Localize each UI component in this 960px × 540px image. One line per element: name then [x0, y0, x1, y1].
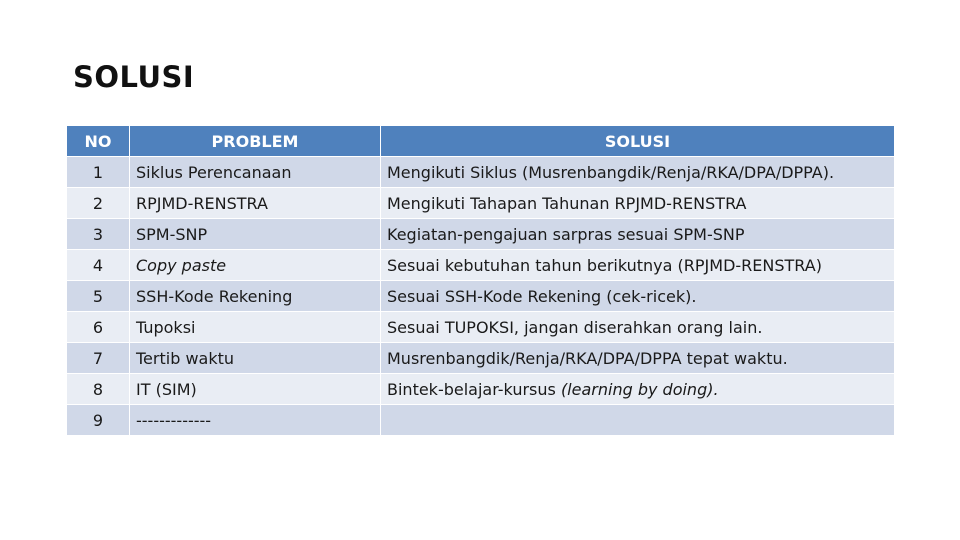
solusi-text: Kegiatan-pengajuan sarpras sesuai SPM-SNP — [387, 224, 745, 244]
solusi-text: Musrenbangdik/Renja/RKA/DPA/DPPA tepat waktu. — [387, 348, 788, 368]
row-problem: IT (SIM) — [130, 374, 381, 405]
row-no: 7 — [67, 343, 130, 374]
row-solusi — [381, 374, 895, 405]
solusi-italic-text: (learning by doing). — [560, 379, 719, 399]
table-header-row — [67, 126, 895, 157]
row-solusi — [381, 312, 895, 343]
row-no: 5 — [67, 281, 130, 312]
row-solusi — [381, 188, 895, 219]
header-problem: PROBLEM — [130, 126, 381, 157]
row-problem: Siklus Perencanaan — [130, 157, 381, 188]
row-no: 8 — [67, 374, 130, 405]
solusi-text: Sesuai SSH-Kode Rekening (cek-ricek). — [387, 286, 697, 306]
table-row — [67, 219, 895, 250]
row-no: 9 — [67, 405, 130, 436]
row-solusi — [381, 157, 895, 188]
row-solusi — [381, 343, 895, 374]
row-problem: Tertib waktu — [130, 343, 381, 374]
table-row — [67, 405, 895, 436]
solusi-text: Mengikuti Tahapan Tahunan RPJMD-RENSTRA — [387, 193, 747, 213]
row-no: 2 — [67, 188, 130, 219]
row-problem: ------------- — [130, 405, 381, 436]
page-title: SOLUSI — [73, 60, 195, 94]
row-solusi — [381, 405, 895, 436]
header-solusi: SOLUSI — [381, 126, 895, 157]
table-row — [67, 374, 895, 405]
solution-table — [66, 125, 895, 436]
table-row — [67, 312, 895, 343]
row-no: 4 — [67, 250, 130, 281]
table-row — [67, 250, 895, 281]
row-solusi — [381, 281, 895, 312]
solusi-text: Bintek-belajar-kursus — [387, 379, 561, 399]
row-problem: SSH-Kode Rekening — [130, 281, 381, 312]
solusi-text: Sesuai kebutuhan tahun berikutnya (RPJMD-RENSTRA) — [387, 255, 822, 275]
row-solusi — [381, 219, 895, 250]
row-no: 1 — [67, 157, 130, 188]
table-row — [67, 157, 895, 188]
row-no: 3 — [67, 219, 130, 250]
header-no: NO — [67, 126, 130, 157]
row-problem: SPM-SNP — [130, 219, 381, 250]
row-problem: Copy paste — [130, 250, 381, 281]
table-row — [67, 343, 895, 374]
row-solusi — [381, 250, 895, 281]
solusi-text: Mengikuti Siklus (Musrenbangdik/Renja/RKA/DPA/DPPA). — [387, 162, 835, 182]
row-problem: RPJMD-RENSTRA — [130, 188, 381, 219]
table-row — [67, 281, 895, 312]
row-problem: Tupoksi — [130, 312, 381, 343]
row-no: 6 — [67, 312, 130, 343]
solusi-text: Sesuai TUPOKSI, jangan diserahkan orang lain. — [387, 317, 763, 337]
table-row — [67, 188, 895, 219]
